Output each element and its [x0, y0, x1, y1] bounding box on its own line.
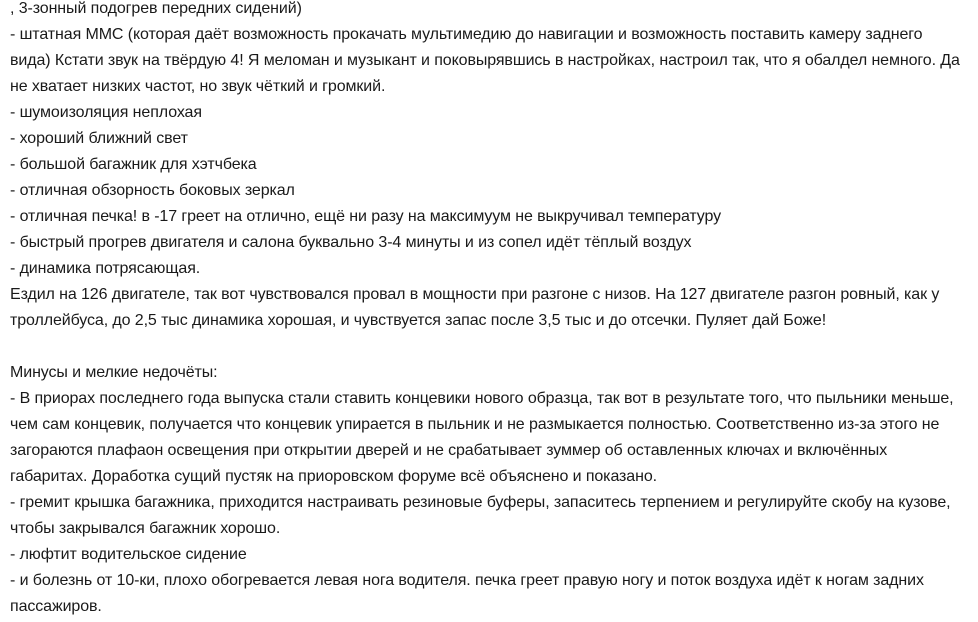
review-text [10, 0, 976, 620]
text-line: чтобы закрывался багажник хорошо. [10, 520, 281, 537]
cons-section [10, 360, 976, 620]
text-line: - В приорах последнего года выпуска стали ставить концевики нового образца, так вот в результате того, что пыльники меньше, [10, 390, 954, 407]
text-line: - шумоизоляция неплохая [10, 104, 202, 121]
text-line: чем сам концевик, получается что концевик упирается в пыльник и не размыкается полностью. Соответственно из-за этого не [10, 416, 940, 433]
text-line: троллейбуса, до 2,5 тыс динамика хорошая, и чувствуется запас после 3,5 тыс и до отсечки. Пуляет дай Боже! [10, 312, 827, 329]
text-line: вида) Кстати звук на твёрдую 4! Я меломан и музыкант и поковырявшись в настройках, настроил так, что я обалдел немного. Да [10, 52, 960, 69]
pros-section [10, 0, 976, 334]
text-line: не хватает низких частот, но звук чёткий и громкий. [10, 78, 386, 95]
text-line: загораются плафаон освещения при открытии дверей и не срабатывает зуммер об оставленных ключах и включённых [10, 442, 888, 459]
text-line: - гремит крышка багажника, приходится настраивать резиновые буферы, запаситесь терпением и регулируйте скобу на кузове, [10, 494, 951, 511]
text-line: , 3-зонный подогрев передних сидений) [10, 0, 302, 17]
paragraph-gap [10, 334, 976, 360]
text-line: - динамика потрясающая. [10, 260, 201, 277]
text-line: - хороший ближний свет [10, 130, 188, 147]
text-line: - отличная обзорность боковых зеркал [10, 182, 295, 199]
text-line: - люфтит водительское сидение [10, 546, 247, 563]
text-line: габаритах. Доработка сущий пустяк на приоровском форуме всё объяснено и показано. [10, 468, 657, 485]
text-line: - отличная печка! в -17 греет на отлично, ещё ни разу на максимуум не выкручивал температуру [10, 208, 722, 225]
text-line: - штатная ММС (которая даёт возможность прокачать мультимедию до навигации и возможность поставить камеру заднего [10, 26, 923, 43]
cons-heading: Минусы и мелкие недочёты: [10, 364, 218, 381]
text-line: Ездил на 126 двигателе, так вот чувствовался провал в мощности при разгоне с низов. На 127 двигателе разгон ровный, как у [10, 286, 940, 303]
text-line: - большой багажник для хэтчбека [10, 156, 257, 173]
text-line: - быстрый прогрев двигателя и салона буквально 3-4 минуты и из сопел идёт тёплый воздух [10, 234, 692, 251]
text-line: - и болезнь от 10-ки, плохо обогревается левая нога водителя. печка греет правую ногу и поток воздуха идёт к ногам задних [10, 572, 924, 589]
text-line: пассажиров. [10, 598, 102, 615]
